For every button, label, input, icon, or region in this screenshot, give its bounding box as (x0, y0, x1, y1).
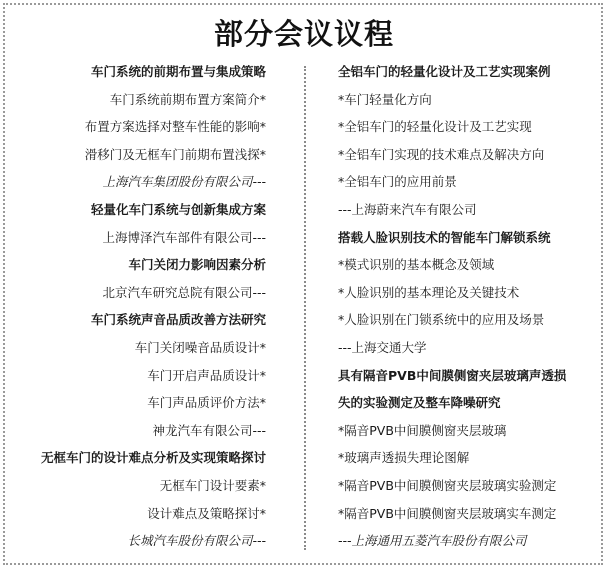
left-line: 上海博泽汽车部件有限公司--- (102, 229, 266, 245)
left-line: 无框车门的设计难点分析及实现策略探讨 (40, 450, 266, 466)
left-line: 车门系统的前期布置与集成策略 (90, 64, 266, 79)
right-line: *全铝车门的轻量化设计及工艺实现 (338, 119, 532, 135)
right-line: 具有隔音PVB中间膜侧窗夹层玻璃声透损 (338, 367, 567, 383)
right-line: *人脸识别的基本理论及关键技术 (338, 284, 520, 300)
page-title: 部分会议议程 (213, 17, 394, 51)
right-line: 搭载人脸识别技术的智能车门解锁系统 (338, 229, 551, 245)
right-line: 全铝车门的轻量化设计及工艺实现案例 (338, 64, 551, 79)
left-line: 上海汽车集团股份有限公司--- (102, 174, 266, 190)
right-line: 失的实验测定及整车降噪研究 (338, 395, 501, 411)
left-line: 北京汽车研究总院有限公司--- (102, 284, 266, 300)
left-line: 设计难点及策略探讨* (147, 505, 266, 521)
left-line: 车门关闭噪音品质设计* (134, 339, 266, 355)
right-line: *模式识别的基本概念及领域 (338, 257, 495, 273)
left-column (10, 58, 266, 555)
left-line: 车门系统前期布置方案简介* (109, 91, 266, 107)
right-line: *全铝车门实现的技术难点及解决方向 (338, 146, 545, 162)
right-line: *玻璃声透损失理论图解 (338, 450, 470, 466)
right-line: ---上海交通大学 (338, 339, 427, 355)
left-line: 长城汽车股份有限公司--- (127, 533, 266, 549)
right-line: *人脸识别在门锁系统中的应用及场景 (338, 312, 545, 328)
right-column (338, 58, 600, 555)
left-line: 车门开启声品质设计* (147, 367, 266, 383)
right-line: *隔音PVB中间膜侧窗夹层玻璃 (338, 422, 507, 438)
right-line: *全铝车门的应用前景 (338, 174, 457, 190)
left-line: 神龙汽车有限公司--- (152, 422, 266, 438)
left-line: 滑移门及无框车门前期布置浅探* (84, 146, 266, 162)
right-line: *车门轻量化方向 (338, 91, 432, 107)
left-line: 车门系统声音品质改善方法研究 (90, 312, 266, 328)
right-line: ---上海通用五菱汽车股份有限公司 (338, 533, 527, 549)
column-divider (304, 66, 306, 550)
left-line: 车门声品质评价方法* (147, 395, 266, 411)
left-line: 布置方案选择对整车性能的影响* (84, 119, 266, 135)
left-line: 车门关闭力影响因素分析 (128, 257, 266, 273)
right-line: *隔音PVB中间膜侧窗夹层玻璃实车测定 (338, 505, 557, 521)
left-line: 无框车门设计要素* (159, 477, 266, 493)
right-line: *隔音PVB中间膜侧窗夹层玻璃实验测定 (338, 477, 557, 493)
left-line: 轻量化车门系统与创新集成方案 (90, 201, 266, 217)
right-line: ---上海蔚来汽车有限公司 (338, 201, 477, 217)
